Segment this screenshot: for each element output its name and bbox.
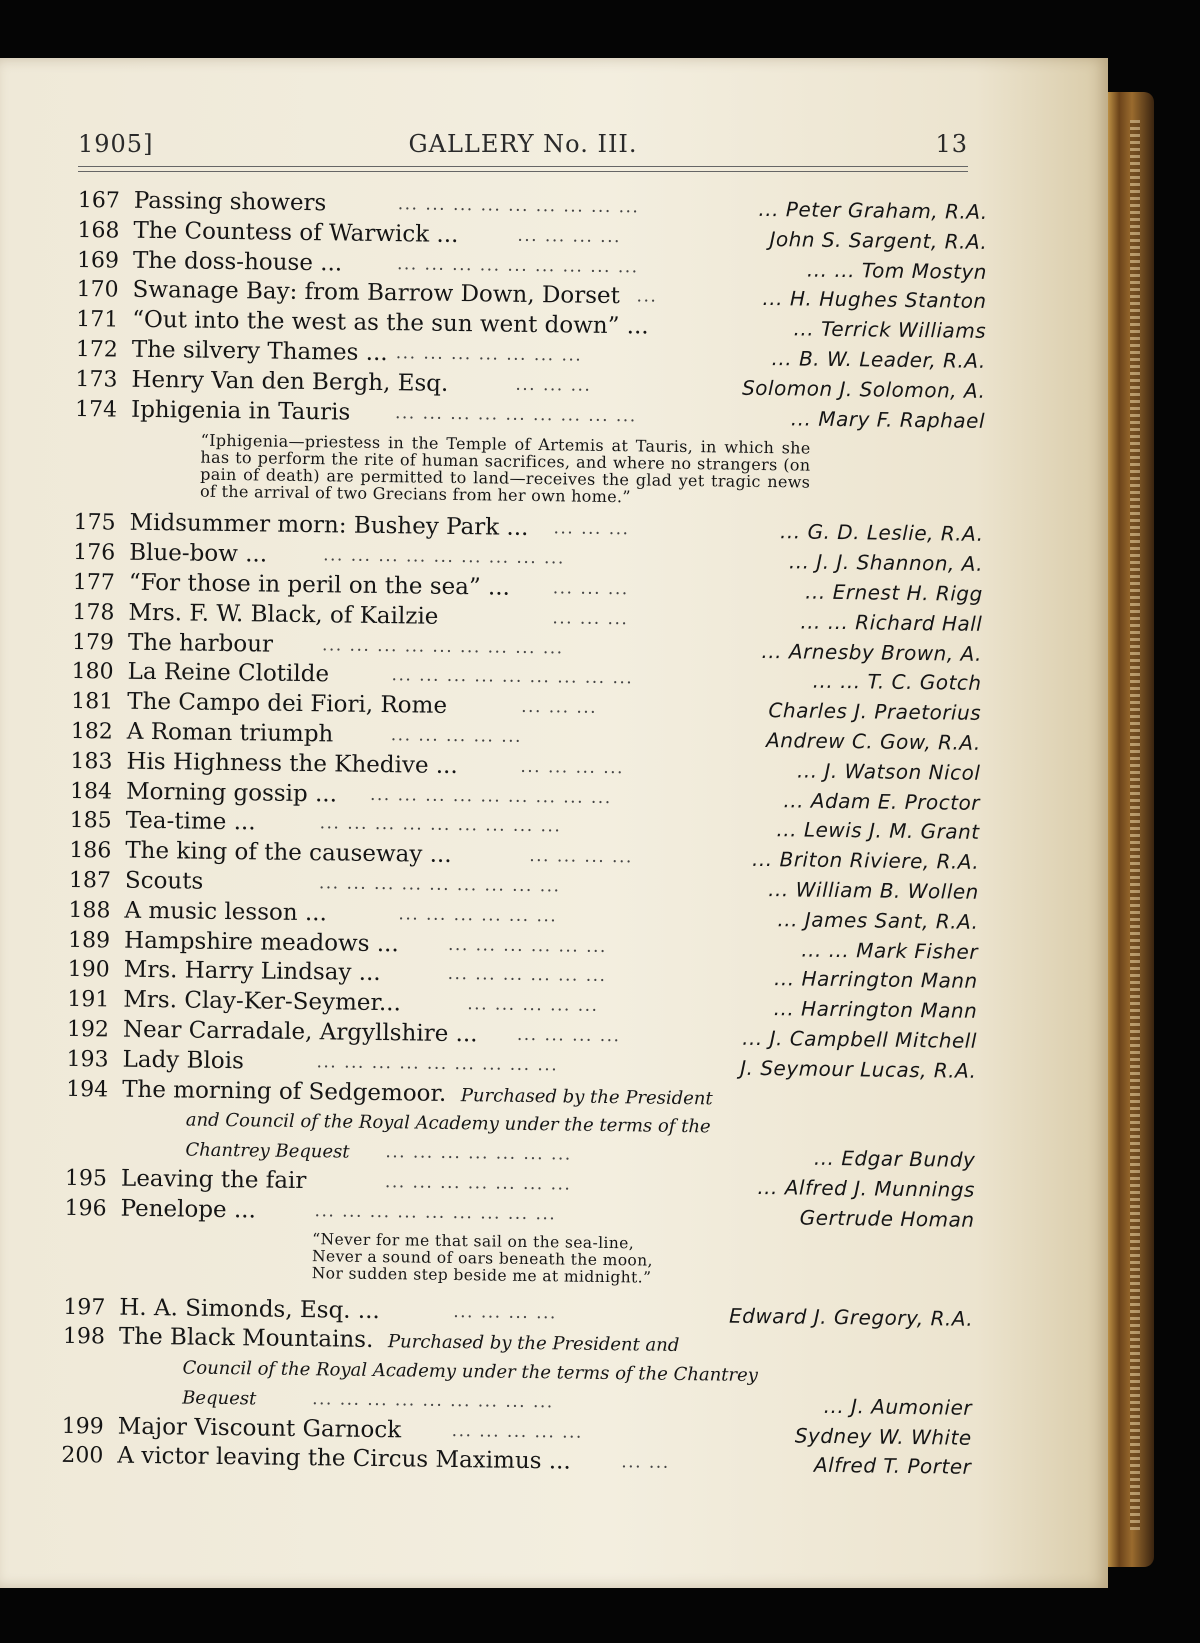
item-artist: ... Edgar Bundy — [813, 1145, 976, 1172]
item-title: Hampshire meadows ... — [123, 927, 399, 957]
catalogue-page — [0, 58, 1108, 1588]
item-artist: ... ... Richard Hall — [800, 609, 983, 636]
item-number: 186 — [69, 838, 112, 864]
item-title: Leaving the fair — [120, 1165, 307, 1194]
item-number: 184 — [69, 778, 113, 805]
dot-leader: ... ... ... ... ... ... ... ... ... — [394, 402, 637, 426]
item-number: 177 — [72, 569, 115, 596]
item-artist: ... James Sant, R.A. — [777, 906, 979, 934]
dot-leader: ... ... ... ... — [453, 1301, 557, 1323]
item-artist: ... G. D. Leslie, R.A. — [779, 519, 984, 547]
dot-leader: ... ... ... ... ... ... ... ... ... — [321, 634, 564, 658]
dot-leader: ... ... ... ... ... — [390, 725, 523, 747]
item-number: 192 — [66, 1016, 110, 1043]
item-number: 189 — [67, 927, 111, 954]
item-title: Swanage Bay: from Barrow Down, Dorset — [132, 277, 621, 310]
item-artist: ... ... Tom Mostyn — [806, 257, 988, 284]
item-artist: ... Alfred J. Munnings — [757, 1174, 976, 1202]
item-title: Henry Van den Bergh, Esq. — [131, 366, 449, 397]
item-title: His Highness the Khedive ... — [126, 748, 458, 779]
item-title: Major Viscount Garnock — [117, 1413, 402, 1444]
dot-leader: ... — [636, 286, 658, 307]
header-year: 1905] — [78, 130, 154, 158]
dot-leader: ... ... ... ... ... ... ... ... ... — [369, 784, 612, 808]
item-number: 196 — [64, 1195, 107, 1222]
item-number: 191 — [67, 987, 110, 1013]
item-artist: ... Briton Riviere, R.A. — [751, 847, 980, 874]
item-number: 183 — [70, 748, 113, 775]
item-artist: Edward J. Gregory, R.A. — [728, 1303, 974, 1331]
item-title: Passing showers — [133, 187, 327, 217]
item-number: 175 — [73, 510, 116, 536]
item-number: 180 — [71, 659, 114, 685]
iphigenia-note: “Iphigenia—priestess in the Temple of Artemis at Tauris, in which she has to perform the rite of human sacrifices, and where no strangers (on pain of death) are permitted to land—receives the glad yet tragic news of the arrival of two Grecians from her own home.” — [199, 431, 811, 507]
item-number: 188 — [68, 897, 111, 924]
dot-leader: ... ... ... ... — [529, 846, 633, 868]
page-edges — [1130, 120, 1140, 1530]
dot-leader: ... ... ... ... — [516, 1024, 621, 1047]
item-title: The harbour — [127, 629, 274, 658]
item-number: 185 — [69, 808, 112, 834]
item-number: 195 — [64, 1165, 108, 1192]
item-artist: ... J. J. Shannon, A. — [788, 549, 984, 577]
item-title: A victor leaving the Circus Maximus ... — [117, 1443, 571, 1476]
item-number: 193 — [66, 1046, 109, 1073]
header-title: GALLERY No. III. — [408, 130, 638, 158]
item-artist: Solomon J. Solomon, A. — [741, 375, 986, 403]
item-title: Tea-time ... — [125, 808, 256, 836]
dot-leader: ... ... ... — [515, 374, 592, 396]
dot-leader: ... ... ... ... ... ... ... ... ... — [323, 545, 565, 569]
item-number: 167 — [77, 187, 120, 214]
running-header — [78, 130, 968, 170]
item-number: 173 — [75, 366, 118, 393]
title-text: The Black Mountains. — [118, 1323, 374, 1354]
item-number: 200 — [61, 1443, 104, 1469]
item-artist: ... J. Aumonier — [823, 1393, 973, 1420]
item-title: Lady Blois — [122, 1046, 245, 1074]
item-number: 176 — [73, 540, 116, 566]
item-artist: ... Mary F. Raphael — [790, 405, 986, 433]
continuation-text: Bequest — [182, 1387, 257, 1410]
item-artist: ... Lewis J. M. Grant — [776, 817, 980, 845]
item-title: Scouts — [124, 867, 204, 895]
title-text: The morning of Sedgemoor. — [122, 1076, 447, 1107]
item-number: 182 — [70, 718, 114, 745]
item-title: “Out into the west as the sun went down” ... — [132, 306, 649, 340]
item-artist: ... J. Campbell Mitchell — [742, 1025, 978, 1053]
item-number: 181 — [71, 689, 114, 715]
item-title: Morning gossip ... — [125, 778, 338, 807]
item-title: Mrs. F. W. Black, of Kailzie — [128, 599, 439, 630]
item-title: The Campo dei Fiori, Rome — [127, 688, 448, 720]
dot-leader: ... ... ... ... ... ... ... ... ... — [318, 873, 561, 897]
dot-leader: ... ... ... ... ... ... ... — [385, 1142, 572, 1165]
item-artist: ... Arnesby Brown, A. — [761, 638, 983, 666]
item-artist: Charles J. Praetorius — [768, 698, 982, 726]
page-number: 13 — [935, 130, 968, 158]
poem-line: Nor sudden step beside me at midnight.” — [311, 1263, 652, 1287]
purchase-note: Purchased by the President and — [387, 1331, 680, 1357]
item-title: Near Carradale, Argyllshire ... — [122, 1016, 478, 1048]
item-number: 199 — [61, 1413, 104, 1440]
item-artist: Alfred T. Porter — [813, 1453, 972, 1480]
item-artist: ... H. Hughes Stanton — [762, 286, 987, 314]
item-title: A Roman triumph — [126, 718, 334, 748]
dot-leader: ... ... ... — [552, 608, 629, 630]
item-number: 178 — [72, 599, 115, 626]
item-number: 190 — [67, 957, 110, 983]
item-artist: ... J. Watson Nicol — [796, 758, 981, 785]
item-artist: Sydney W. White — [794, 1423, 972, 1450]
item-artist: ... ... T. C. Gotch — [812, 669, 982, 696]
dot-leader: ... ... ... — [553, 518, 630, 540]
dot-leader: ... ... ... — [552, 578, 629, 600]
item-title: The king of the causeway ... — [125, 837, 452, 869]
item-title: The doss-house ... — [132, 247, 343, 277]
item-number: 174 — [74, 396, 118, 423]
item-number: 187 — [68, 867, 112, 894]
purchase-note: Purchased by the President — [460, 1084, 713, 1109]
item-artist: ... ... Mark Fisher — [801, 937, 979, 964]
item-artist: John S. Sargent, R.A. — [769, 226, 988, 254]
item-number: 172 — [75, 336, 119, 363]
dot-leader: ... ... ... ... ... ... ... — [395, 343, 583, 366]
item-title: H. A. Simonds, Esq. ... — [119, 1294, 380, 1324]
dot-leader: ... ... ... ... ... ... ... ... ... — [316, 1051, 559, 1076]
continuation-text: and Council of the Royal Academy under the terms of the — [185, 1109, 711, 1138]
item-artist: Andrew C. Gow, R.A. — [765, 728, 981, 755]
dot-leader: ... ... ... ... ... ... — [398, 903, 558, 927]
item-title: La Reine Clotilde — [127, 659, 330, 688]
item-title: Mrs. Harry Lindsay ... — [123, 956, 381, 987]
item-number: 197 — [63, 1294, 106, 1320]
header-rule — [78, 166, 968, 172]
penelope-note — [311, 1227, 974, 1305]
item-number: 168 — [77, 217, 120, 244]
item-artist: ... B. W. Leader, R.A. — [771, 346, 986, 373]
continuation-text: Chantrey Bequest — [185, 1139, 350, 1163]
item-artist: ... William B. Wollen — [768, 877, 979, 904]
item-number: 170 — [76, 277, 119, 303]
dot-leader: ... ... ... ... ... ... ... ... ... — [397, 194, 640, 218]
item-artist: J. Seymour Lucas, R.A. — [740, 1055, 977, 1083]
item-title: “For those in peril on the sea” ... — [128, 569, 511, 601]
item-title: The silvery Thames ... — [131, 336, 388, 367]
item-artist: ... Ernest H. Rigg — [805, 579, 983, 606]
item-title: Blue-bow ... — [129, 539, 268, 568]
item-title: Penelope ... — [120, 1195, 257, 1224]
item-artist: ... Harrington Mann — [773, 996, 978, 1023]
dot-leader: ... ... — [621, 1452, 670, 1474]
item-number: 171 — [76, 307, 119, 333]
item-artist: Gertrude Homan — [799, 1205, 975, 1232]
dot-leader: ... ... ... ... ... ... ... ... ... — [396, 253, 639, 277]
dot-leader: ... ... ... ... ... ... — [447, 964, 607, 987]
poem-line: “Never for me that sail on the sea-line, — [312, 1229, 635, 1252]
dot-leader: ... ... ... ... ... ... ... ... ... — [314, 1200, 557, 1225]
item-title: Mrs. Clay-Ker-Seymer... — [123, 986, 402, 1017]
dot-leader: ... ... ... ... ... ... ... — [384, 1172, 572, 1195]
dot-leader: ... ... ... ... ... ... — [447, 934, 608, 957]
item-title: The Countess of Warwick ... — [133, 217, 459, 248]
item-title: Midsummer morn: Bushey Park ... — [129, 510, 529, 542]
dot-leader: ... ... ... ... ... ... ... ... ... — [312, 1389, 554, 1413]
dot-leader: ... ... ... ... ... ... ... ... ... — [391, 665, 634, 689]
item-number: 169 — [76, 247, 120, 274]
dot-leader: ... ... ... ... ... ... ... ... ... — [319, 813, 562, 837]
item-artist: ... Peter Graham, R.A. — [758, 196, 988, 224]
item-artist: ... Harrington Mann — [773, 966, 978, 994]
item-number: 179 — [71, 629, 115, 656]
catalogue-list — [61, 186, 988, 1483]
item-title: Iphigenia in Tauris — [130, 396, 351, 426]
dot-leader: ... ... ... — [521, 697, 598, 718]
item-artist: ... Terrick Williams — [793, 316, 987, 344]
continuation-text: Council of the Royal Academy under the terms of the Chantrey — [182, 1357, 759, 1387]
item-title: A music lesson ... — [124, 897, 328, 927]
dot-leader: ... ... ... ... — [517, 225, 622, 247]
item-number: 198 — [62, 1324, 106, 1350]
poem-line: Never a sound of oars beneath the moon, — [311, 1246, 654, 1270]
dot-leader: ... ... ... ... — [520, 756, 625, 778]
dot-leader: ... ... ... ... ... — [467, 994, 599, 1017]
item-number: 194 — [66, 1076, 109, 1102]
item-artist: ... Adam E. Proctor — [783, 787, 981, 815]
dot-leader: ... ... ... ... ... — [451, 1420, 584, 1443]
